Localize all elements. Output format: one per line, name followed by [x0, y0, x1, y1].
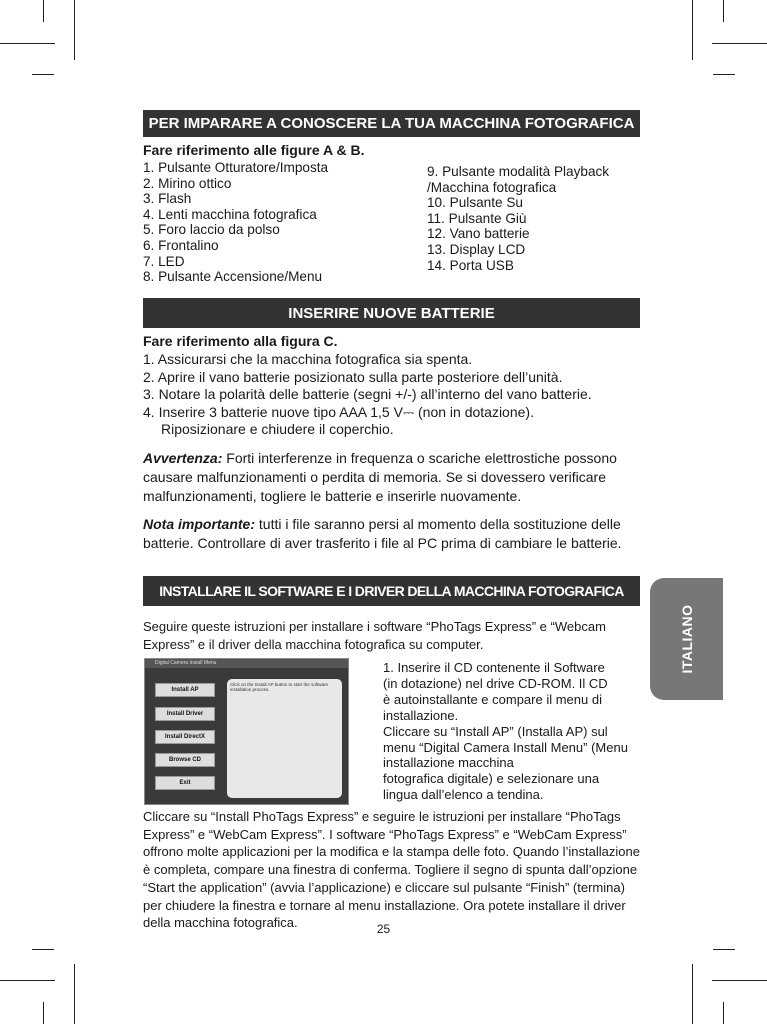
crop-mark	[692, 0, 693, 60]
list-item: 3. Flash	[143, 191, 192, 207]
exit-button: Exit	[155, 776, 215, 790]
list-item: 7. LED	[143, 253, 185, 269]
warning-paragraph	[143, 449, 643, 506]
warning-text: Forti interferenze in frequenza o scariche elettrostiche possono causare malfunzionamenti o perdita di memoria. Se si dovessero verificare malfunzionamenti, togliere le batterie e inserirle nuovamente.	[143, 450, 617, 504]
list-item: 14. Porta USB	[427, 257, 514, 273]
note-text: tutti i file saranno persi al momento della sostituzione delle batterie. Controllare di aver trasferito i file al PC prima di cambiare le batterie.	[143, 516, 622, 551]
list-item: 10. Pulsante Su	[427, 195, 523, 211]
install-menu-screenshot	[144, 658, 349, 805]
crop-mark	[43, 0, 44, 22]
warning-label: Avvertenza:	[143, 450, 223, 466]
page-number: 25	[376, 922, 391, 936]
language-tab	[650, 578, 723, 700]
screenshot-title: Digital Camera Install Menu	[145, 659, 348, 668]
info-panel: Click on the Install AP button to start the software installation process.	[227, 679, 342, 798]
section-heading-software: INSTALLARE IL SOFTWARE E I DRIVER DELLA MACCHINA FOTOGRAFICA	[143, 576, 640, 606]
battery-steps	[143, 351, 592, 439]
list-item: 4. Inserire 3 batterie nuove tipo AAA 1,5 V⎓ (non in dotazione).	[143, 403, 534, 420]
crop-mark	[712, 980, 767, 981]
crop-mark	[712, 43, 767, 44]
text-line: installazione macchina	[383, 755, 514, 771]
list-item: Riposizionare e chiudere il coperchio.	[161, 421, 394, 437]
list-item: 1. Pulsante Otturatore/Imposta	[143, 160, 329, 175]
crop-mark	[723, 1002, 724, 1024]
crop-mark	[692, 964, 693, 1024]
crop-mark	[0, 980, 55, 981]
crop-mark	[713, 74, 735, 75]
crop-mark	[723, 0, 724, 22]
list-item: 8. Pulsante Accensione/Menu	[143, 269, 323, 285]
crop-mark	[74, 0, 75, 60]
section-heading-camera: PER IMPARARE A CONOSCERE LA TUA MACCHINA FOTOGRAFICA	[143, 110, 640, 137]
crop-mark	[0, 43, 55, 44]
crop-mark	[713, 949, 735, 950]
parts-list-right	[427, 164, 609, 273]
figure-reference: Fare riferimento alla figura C.	[143, 333, 338, 349]
text-line: Cliccare su “Install AP” (Installa AP) sul	[383, 723, 608, 739]
note-paragraph	[143, 515, 643, 553]
text-line: è autoinstallante e compare il menu di	[383, 691, 602, 707]
parts-list-left	[143, 160, 328, 285]
install-directx-button: Install DirectX	[155, 730, 215, 744]
list-item: 9. Pulsante modalità Playback	[427, 164, 610, 179]
crop-mark	[74, 964, 75, 1024]
crop-mark	[43, 1002, 44, 1024]
list-item: 1. Assicurarsi che la macchina fotografica sia spenta.	[143, 351, 473, 367]
text-line: (in dotazione) nel drive CD-ROM. Il CD	[383, 675, 608, 691]
install-step-1	[383, 660, 628, 803]
crop-mark	[32, 949, 54, 950]
install-ap-button: Install AP	[155, 683, 215, 697]
list-item: 13. Display LCD	[427, 241, 526, 257]
list-item: /Macchina fotografica	[427, 179, 557, 195]
install-driver-button: Install Driver	[155, 707, 215, 721]
list-item: 12. Vano batterie	[427, 226, 530, 242]
list-item: 6. Frontalino	[143, 237, 219, 253]
list-item: 5. Foro laccio da polso	[143, 222, 280, 238]
text-line: lingua dall’elenco a tendina.	[383, 787, 544, 803]
browse-cd-button: Browse CD	[155, 753, 215, 767]
list-item: 2. Aprire il vano batterie posizionato sulla parte posteriore dell’unità.	[143, 368, 563, 385]
software-intro: Seguire queste istruzioni per installare i software “PhoTags Express” e “Webcam Express” e il driver della macchina fotografica su computer.	[143, 619, 606, 652]
text-line: 1. Inserire il CD contenente il Software	[383, 660, 605, 675]
note-label: Nota importante:	[143, 516, 255, 532]
list-item: 4. Lenti macchina fotografica	[143, 206, 317, 222]
list-item: 3. Notare la polarità delle batterie (segni +/-) all’interno del vano batterie.	[143, 386, 592, 402]
list-item: 11. Pulsante Giù	[427, 210, 527, 226]
text-line: installazione.	[383, 707, 459, 723]
crop-mark	[32, 74, 54, 75]
section-heading-batteries: INSERIRE NUOVE BATTERIE	[143, 298, 640, 328]
text-line: menu “Digital Camera Install Menu” (Menu	[383, 739, 628, 755]
list-item: 2. Mirino ottico	[143, 175, 232, 191]
figure-reference: Fare riferimento alle figure A & B.	[143, 142, 365, 158]
language-label: ITALIANO	[678, 604, 695, 674]
software-body: Cliccare su “Install PhoTags Express” e seguire le istruzioni per installare “PhoTags Express” e “WebCam Express”. I software “PhoTags Express” e “WebCam Express” offrono molte applicazioni per la modifica e la stampa delle foto. Quando l’installazione è completa, compare una finestra di conferma. Togliere il segno di spunta dall’opzione “Start the application” (avvia l’applicazione) e cliccare sul pulsante “Finish” (termina) per chiudere la finestra e tornare al menu installazione. Ora potete installare il driver della macchina fotografica.	[143, 809, 640, 931]
text-line: fotografica digitale) e selezionare una	[383, 771, 600, 787]
